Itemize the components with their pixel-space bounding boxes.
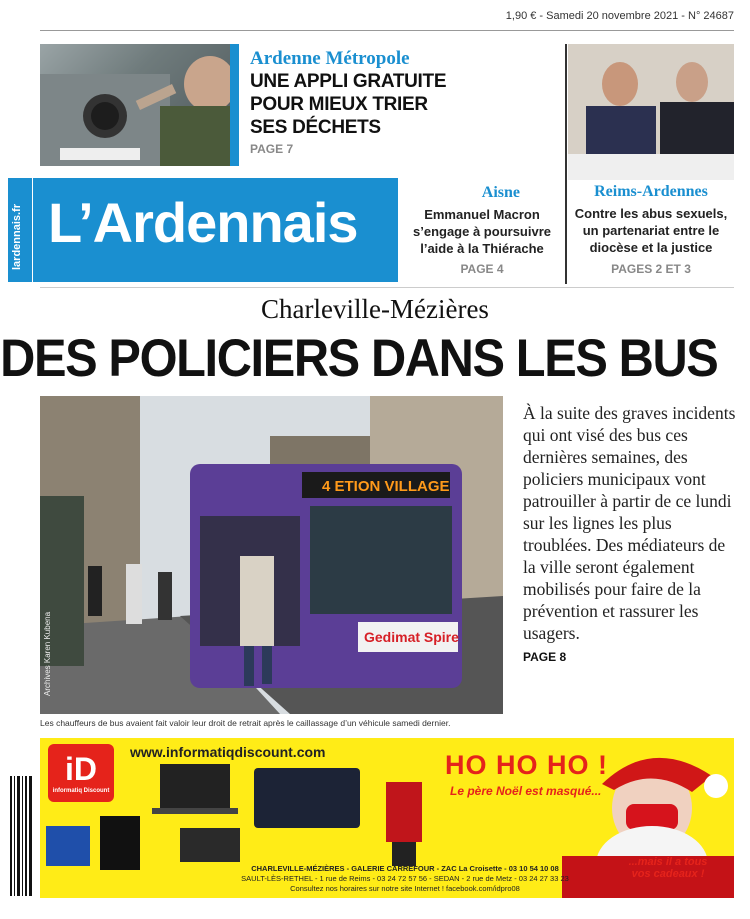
lead-body-text: À la suite des graves incidents qui ont visé des bus ces dernières semaines, des policiers municipaux vont patrouiller à partir de ce lundi sur les lignes les plus troublées. Des médiateurs de la ville seront également mobilisés pour faire de la prévention et rassurer les usagers. bbox=[523, 403, 736, 643]
ad-tagline: ...mais il a tous vos cadeaux ! bbox=[628, 856, 708, 880]
ad-products-illustration bbox=[40, 760, 440, 870]
photo-credit: Archives Karen Kubena bbox=[43, 611, 52, 696]
press-conference-illustration bbox=[568, 44, 734, 180]
teaser-right-headline[interactable]: Contre les abus sexuels, un partenariat entre le diocèse et la justice bbox=[574, 206, 728, 255]
teaser-left-headline[interactable]: UNE APPLI GRATUITE POUR MIEUX TRIER SES DÉCHETS bbox=[250, 71, 447, 138]
lead-headline[interactable]: DES POLICIERS DANS LES BUS bbox=[0, 329, 718, 388]
ad-address-line: SAULT-LÈS-RETHEL - 1 rue de Reims - 03 24 72 57 56 - SEDAN - 2 rue de Metz - 03 24 27 33 23 bbox=[241, 874, 569, 883]
teaser-center[interactable] bbox=[402, 178, 562, 282]
teaser-right-kicker[interactable]: Reims-Ardennes bbox=[594, 183, 708, 200]
ad-subline: Le père Noël est masqué... bbox=[450, 784, 602, 798]
teaser-center-headline: Emmanuel Macron s’engage à poursuivre l’aide à la Thiérache bbox=[413, 207, 551, 256]
lead-photo-bus[interactable] bbox=[40, 396, 503, 714]
ad-headline: HO HO HO ! bbox=[445, 750, 608, 780]
lead-kicker: Charleville-Mézières bbox=[261, 294, 489, 324]
ad-url[interactable]: www.informatiqdiscount.com bbox=[130, 744, 326, 760]
barcode bbox=[8, 774, 34, 898]
teaser-photo-press-conference[interactable] bbox=[568, 44, 734, 180]
ad-address-line: CHARLEVILLE-MÉZIÈRES - GALERIE CARREFOUR - ZAC La Croisette - 03 10 54 10 08 bbox=[251, 864, 559, 873]
ad-addresses bbox=[210, 864, 600, 894]
divider bbox=[40, 30, 734, 31]
teaser-left-page: PAGE 7 bbox=[250, 142, 294, 156]
ad-logo-sub: informatiq Discount bbox=[52, 788, 110, 794]
bus-destination: 4 ETION VILLAGE bbox=[322, 478, 450, 495]
ad-logo-mark: iD bbox=[65, 751, 97, 787]
divider bbox=[565, 44, 567, 284]
teaser-center-page: PAGE 4 bbox=[460, 262, 504, 276]
recycling-bin-illustration bbox=[40, 44, 230, 166]
masthead-title: L’Ardennais bbox=[48, 191, 358, 254]
masthead-url: lardennais.fr bbox=[11, 203, 23, 270]
teaser-photo-recycling[interactable] bbox=[40, 44, 230, 166]
advertisement[interactable] bbox=[40, 738, 734, 898]
bus-advert-text: Gedimat Spire bbox=[364, 629, 459, 645]
ad-address-line: Consultez nos horaires sur notre site Internet ! facebook.com/idpro08 bbox=[290, 884, 520, 893]
lead-body[interactable] bbox=[523, 402, 738, 668]
dateline: 1,90 € - Samedi 20 novembre 2021 - N° 24687 bbox=[505, 10, 734, 22]
teaser-center-kicker: Aisne bbox=[481, 184, 520, 201]
masthead-url-strip[interactable] bbox=[8, 178, 33, 282]
teaser-accent-bar bbox=[230, 44, 239, 166]
teaser-right-page: PAGES 2 ET 3 bbox=[611, 262, 691, 276]
bus-street-illustration bbox=[40, 396, 503, 714]
lead-page: PAGE 8 bbox=[523, 650, 567, 664]
divider bbox=[40, 287, 734, 288]
photo-caption: Les chauffeurs de bus avaient fait valoir leur droit de retrait après le caillassage d’un véhicule samedi dernier. bbox=[40, 718, 451, 728]
teaser-left-kicker[interactable]: Ardenne Métropole bbox=[250, 48, 410, 69]
